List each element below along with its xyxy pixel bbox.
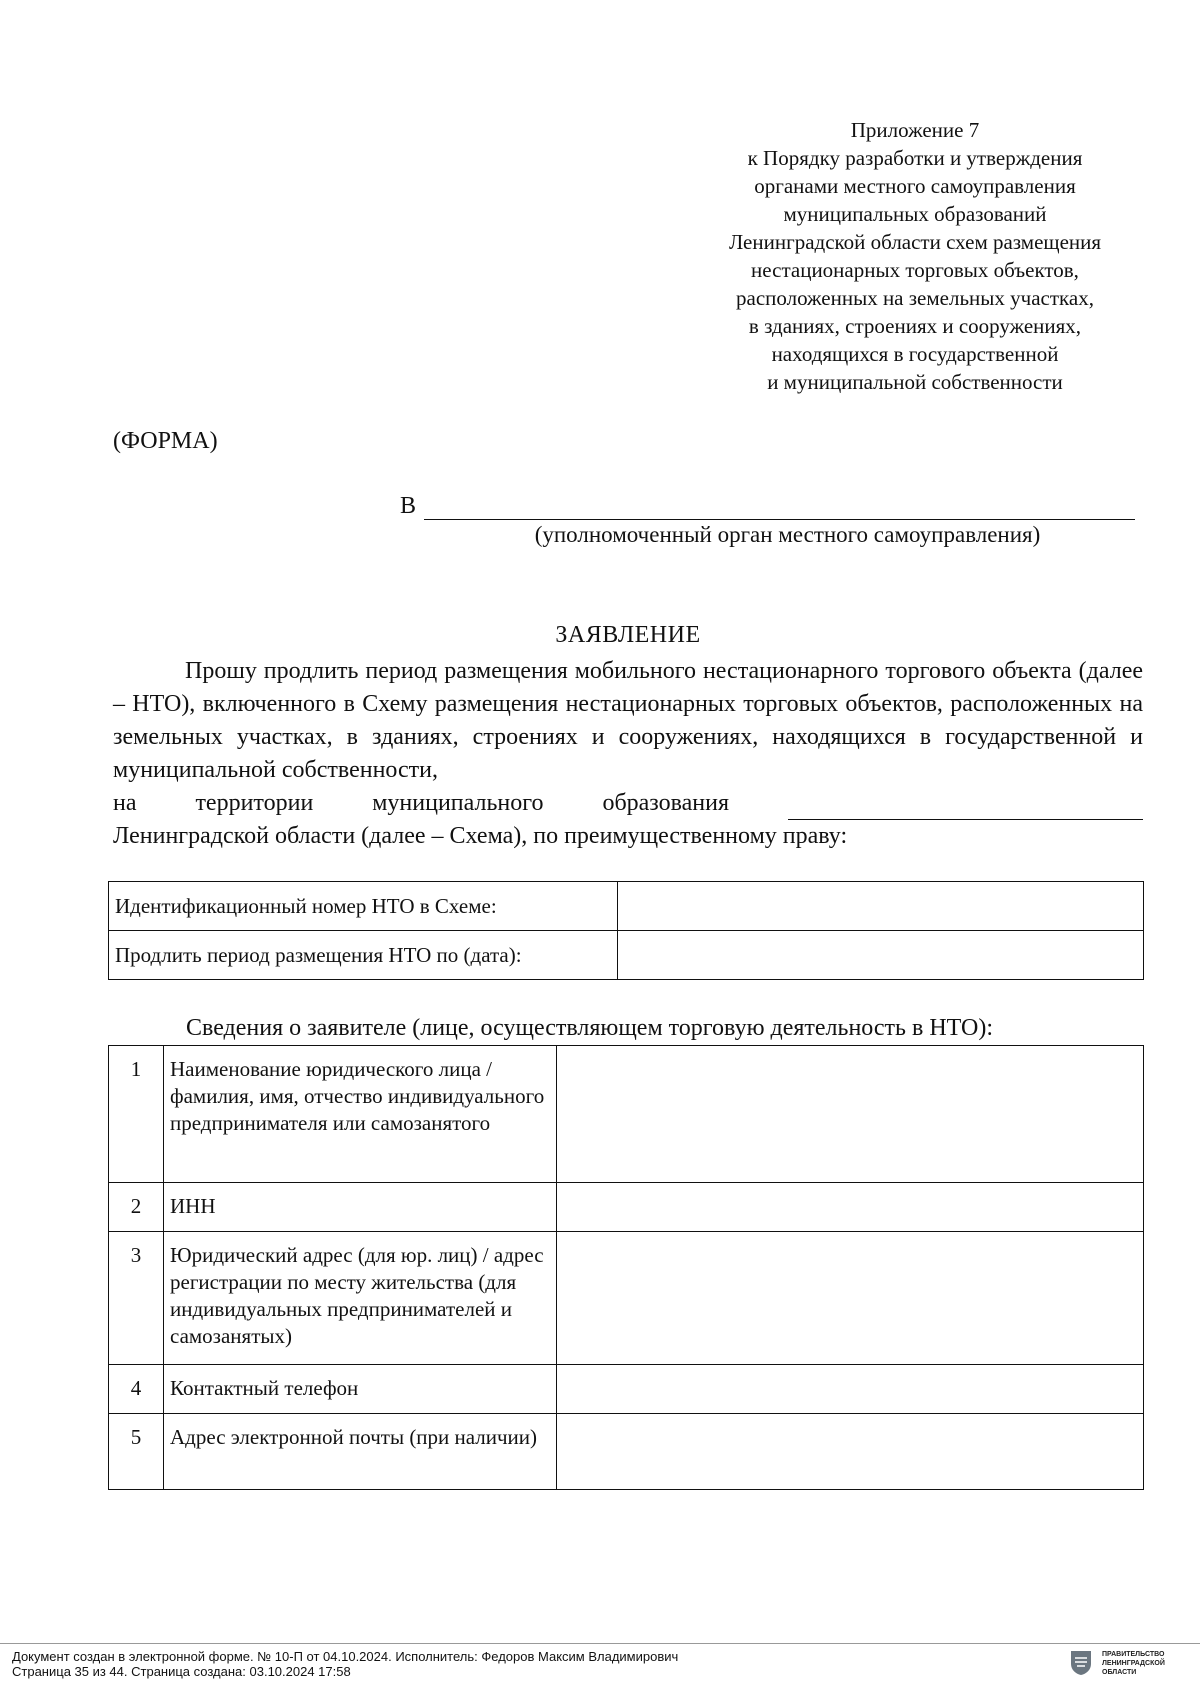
row-number: 2 [109, 1183, 164, 1232]
statement-body [113, 655, 1143, 853]
nto-table [108, 881, 1144, 980]
footer-line-2: Страница 35 из 44. Страница создана: 03.10.2024 17:58 [12, 1664, 351, 1679]
org-name [1102, 1650, 1165, 1677]
footer-line-1: Документ создан в электронной форме. № 10-П от 04.10.2024. Исполнитель: Федоров Максим Владимирович [12, 1649, 679, 1664]
table-row [109, 1183, 1144, 1232]
statement-paragraph: Прошу продлить период размещения мобильного нестационарного торгового объекта (далее – НТО), включенного в Схему размещения нестационарных торговых объектов, расположенных на земельных участках, в зданиях, строениях и сооружениях, находящихся в государственной и муниципальной собственности, [113, 658, 1143, 783]
table-row [109, 931, 1144, 980]
appendix-line: в зданиях, строениях и сооружениях, [748, 314, 1082, 338]
addressee-caption: (уполномоченный орган местного самоуправления) [534, 522, 1041, 547]
territory-word: на [113, 790, 137, 816]
row-number: 4 [109, 1365, 164, 1414]
document-footer [12, 1649, 678, 1679]
table-row [109, 1046, 1144, 1183]
nto-period-value[interactable] [618, 931, 1144, 980]
territory-word: территории [195, 790, 314, 816]
appendix-line: находящихся в государственной [771, 342, 1059, 366]
field-value[interactable] [557, 1414, 1144, 1490]
appendix-line: Приложение 7 [850, 118, 980, 142]
org-line: ПРАВИТЕЛЬСТВО [1102, 1651, 1165, 1658]
addressee-blank-line[interactable] [424, 493, 1135, 520]
addressee-block [400, 493, 1135, 548]
statement-last-line: Ленинградской области (далее – Схема), по преимущественному праву: [113, 823, 848, 849]
document-title: ЗАЯВЛЕНИЕ [555, 622, 701, 648]
territory-word: муниципального [372, 790, 544, 816]
coat-of-arms-icon [1070, 1650, 1092, 1676]
field-label: Адрес электронной почты (при наличии) [164, 1414, 557, 1490]
nto-id-value[interactable] [618, 882, 1144, 931]
applicant-heading: Сведения о заявителе (лице, осуществляющем торговую деятельность в НТО): [186, 1015, 993, 1041]
appendix-line: к Порядку разработки и утверждения [747, 146, 1083, 170]
field-value[interactable] [557, 1365, 1144, 1414]
applicant-table [108, 1045, 1144, 1490]
territory-word: образования [602, 790, 730, 816]
appendix-line: органами местного самоуправления [754, 174, 1076, 198]
form-label: (ФОРМА) [113, 428, 218, 454]
field-value[interactable] [557, 1232, 1144, 1365]
table-row [109, 882, 1144, 931]
appendix-line: расположенных на земельных участках, [736, 286, 1094, 310]
government-logo [1070, 1650, 1165, 1677]
field-value[interactable] [557, 1183, 1144, 1232]
appendix-line: нестационарных торговых объектов, [751, 258, 1079, 282]
field-label: ИНН [164, 1183, 557, 1232]
field-label: Наименование юридического лица / фамилия, имя, отчество индивидуального предпринимателя или самозанятого [164, 1046, 557, 1183]
appendix-line: и муниципальной собственности [767, 370, 1063, 394]
nto-period-label: Продлить период размещения НТО по (дата): [109, 931, 618, 980]
territory-line [113, 787, 1143, 820]
nto-id-label: Идентификационный номер НТО в Схеме: [109, 882, 618, 931]
footer-divider [0, 1643, 1200, 1644]
row-number: 1 [109, 1046, 164, 1183]
org-line: ЛЕНИНГРАДСКОЙ [1102, 1660, 1165, 1667]
row-number: 3 [109, 1232, 164, 1365]
appendix-header [680, 116, 1150, 396]
row-number: 5 [109, 1414, 164, 1490]
appendix-line: муниципальных образований [783, 202, 1047, 226]
field-value[interactable] [557, 1046, 1144, 1183]
org-line: ОБЛАСТИ [1102, 1669, 1137, 1676]
municipality-blank-line[interactable] [788, 793, 1143, 820]
field-label: Контактный телефон [164, 1365, 557, 1414]
field-label: Юридический адрес (для юр. лиц) / адрес регистрации по месту жительства (для индивидуальных предпринимателей и самозанятых) [164, 1232, 557, 1365]
table-row [109, 1414, 1144, 1490]
appendix-line: Ленинградской области схем размещения [728, 230, 1102, 254]
table-row [109, 1365, 1144, 1414]
addressee-prefix: В [400, 493, 417, 519]
table-row [109, 1232, 1144, 1365]
